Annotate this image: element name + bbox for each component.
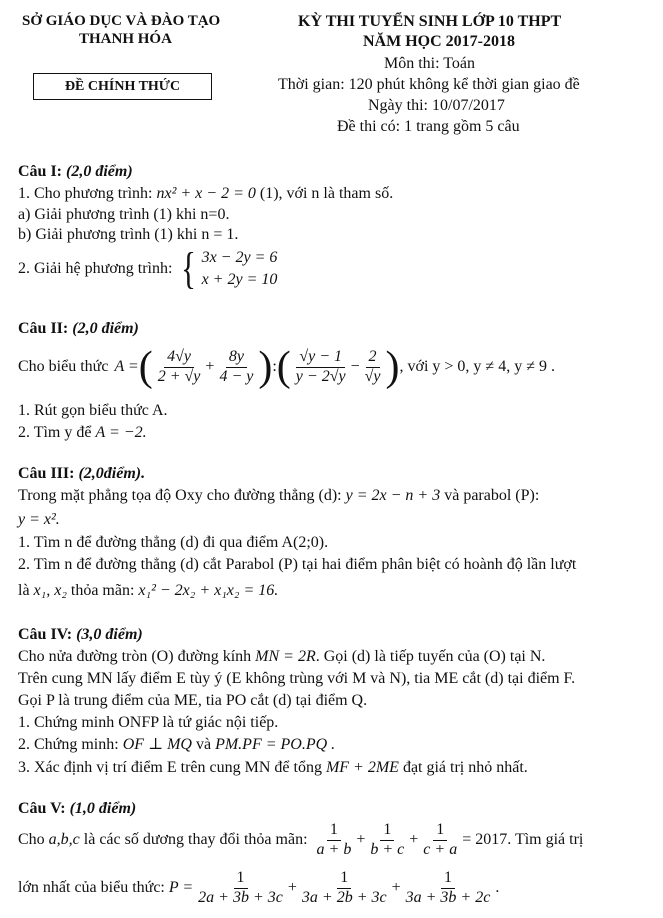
system-brace: { — [181, 244, 197, 293]
fraction-3: $\frac{√y - 1}{y - 2√y}$ — [295, 348, 346, 385]
question-4-heading — [18, 626, 143, 644]
q1-equation: nx² + x − 2 = 0 — [156, 185, 256, 202]
q1-line2-text: 2. Giải hệ phương trình: — [18, 259, 173, 277]
question-2-part-1: 1. Rút gọn biểu thức A. — [18, 402, 168, 419]
question-1-points: (2,0 điểm) — [66, 163, 133, 180]
question-1-part-a: a) Giải phương trình (1) khi n=0. — [18, 206, 230, 223]
p-fraction-2: $\frac{1}{3a + 2b + 3c}$ — [301, 869, 387, 906]
question-1-part-b: b) Giải phương trình (1) khi n = 1. — [18, 226, 239, 243]
question-4-part-1: 1. Chứng minh ONFP là tứ giác nội tiếp. — [18, 714, 279, 731]
question-5-line-1: Cho a,b,c là các số dương thay đổi thỏa mãn: $\frac{1}{a + b}$ + $\frac{1}{b + c}$ + $\frac{1}{c + a}$ = 2017 . Tìm giá trị — [18, 821, 584, 858]
exam-pages-info: Đề thi có: 1 trang gồm 5 câu — [337, 118, 520, 135]
question-3-part-1: 1. Tìm n để đường thẳng (d) đi qua điểm A(2;0). — [18, 534, 329, 551]
q2-a-eq: A = — [114, 357, 139, 375]
p-fraction-1: $\frac{1}{2a + 3b + 3c}$ — [198, 869, 283, 906]
question-4-part-2: 2. Chứng minh: OF ⊥ MQ và PM.PF = PO.PQ . — [18, 736, 336, 753]
question-4-part-3: 3. Xác định vị trí điểm E trên cung MN để tổng MF + 2ME đạt giá trị nhỏ nhất. — [18, 759, 528, 776]
question-2-heading — [18, 320, 139, 338]
question-5-heading — [18, 800, 136, 818]
cond-fraction-2: $\frac{1}{b + c}$ — [370, 821, 405, 858]
question-1-heading — [18, 163, 133, 181]
question-3-part-2: 2. Tìm n để đường thẳng (d) cắt Parabol (P) tại hai điểm phân biệt có hoành độ lần lượt — [18, 556, 577, 573]
fraction-4: $\frac{2}{√y}$ — [364, 348, 381, 385]
p-fraction-3: $\frac{1}{3a + 3b + 2c}$ — [405, 869, 491, 906]
question-2-points: (2,0 điểm) — [72, 320, 139, 337]
official-exam-label: ĐỀ CHÍNH THỨC — [64, 79, 181, 94]
question-3-line-1: Trong mặt phẳng tọa độ Oxy cho đường thẳng (d): y = 2x − n + 3 và parabol (P): — [18, 487, 540, 504]
exam-title: KỲ THI TUYỂN SINH LỚP 10 THPT — [298, 13, 562, 30]
equation-system — [178, 244, 278, 293]
question-3-points: (2,0điểm). — [78, 465, 146, 482]
school-year: NĂM HỌC 2017-2018 — [363, 33, 515, 50]
question-5-title: Câu V: — [18, 800, 66, 817]
system-equation-2: x + 2y = 10 — [201, 271, 278, 288]
question-3-title: Câu III: — [18, 465, 75, 482]
question-4-line-2: Trên cung MN lấy điểm E tùy ý (E không trùng với M và N), tia ME cắt (d) tại điểm F. — [18, 670, 576, 687]
question-2-part-2: 2. Tìm y để A = −2. — [18, 424, 147, 441]
cond-fraction-1: $\frac{1}{a + b}$ — [316, 821, 352, 858]
q1-line1-text: 1. Cho phương trình: — [18, 185, 153, 202]
fraction-1: $\frac{4√y}{2 + √y}$ — [157, 348, 201, 385]
province-name: THANH HÓA — [79, 31, 172, 47]
official-exam-box — [33, 73, 212, 100]
question-3-parabola: y = x². — [18, 511, 60, 528]
question-1-line-2 — [18, 244, 278, 293]
cond-fraction-3: $\frac{1}{c + a}$ — [423, 821, 458, 858]
question-3-part-2b: là x₁, x₂ thỏa mãn: x₁² − 2x₂ + x₁x₂ = 16. — [18, 582, 279, 599]
q1-line1-post: (1), với n là tham số. — [259, 185, 394, 202]
exam-date: Ngày thi: 10/07/2017 — [368, 97, 505, 114]
question-1-line-1 — [18, 185, 393, 203]
fraction-2: $\frac{8y}{4 - y}$ — [219, 348, 254, 385]
question-4-line-1: Cho nửa đường tròn (O) đường kính MN = 2R. Gọi (d) là tiếp tuyến của (O) tại N. — [18, 648, 546, 665]
exam-subject: Môn thi: Toán — [384, 55, 476, 72]
exam-duration: Thời gian: 120 phút không kể thời gian giao đề — [278, 76, 580, 93]
question-4-line-3: Gọi P là trung điểm của ME, tia PO cắt (d) tại điểm Q. — [18, 692, 368, 709]
question-5-points: (1,0 điểm) — [69, 800, 137, 817]
question-2-expression: Cho biểu thức A = ( $\frac{4√y}{2 + √y}$ + $\frac{8y}{4 - y}$ ) : ( $\frac{√y - 1}{y - 2√y}$ − $\frac{2}{√y}$ ) , với y > 0, y ≠ 4, y ≠ 9 . — [18, 344, 555, 390]
question-2-title: Câu II: — [18, 320, 69, 337]
q2-condition: , với y > 0, y ≠ 4, y ≠ 9 . — [399, 357, 555, 375]
q2-intro: Cho biểu thức — [18, 357, 109, 375]
question-5-line-2: lớn nhất của biểu thức: P = $\frac{1}{2a + 3b + 3c}$ + $\frac{1}{3a + 2b + 3c}$ + $\frac{1}{3a + 3b + 2c}$ . — [18, 869, 500, 906]
question-1-title: Câu I: — [18, 163, 63, 180]
question-4-title: Câu IV: — [18, 626, 73, 643]
system-equation-1: 3x − 2y = 6 — [201, 249, 278, 267]
department-name: SỞ GIÁO DỤC VÀ ĐÀO TẠO — [22, 13, 221, 29]
question-3-heading — [18, 465, 145, 483]
question-4-points: (3,0 điểm) — [76, 626, 143, 643]
